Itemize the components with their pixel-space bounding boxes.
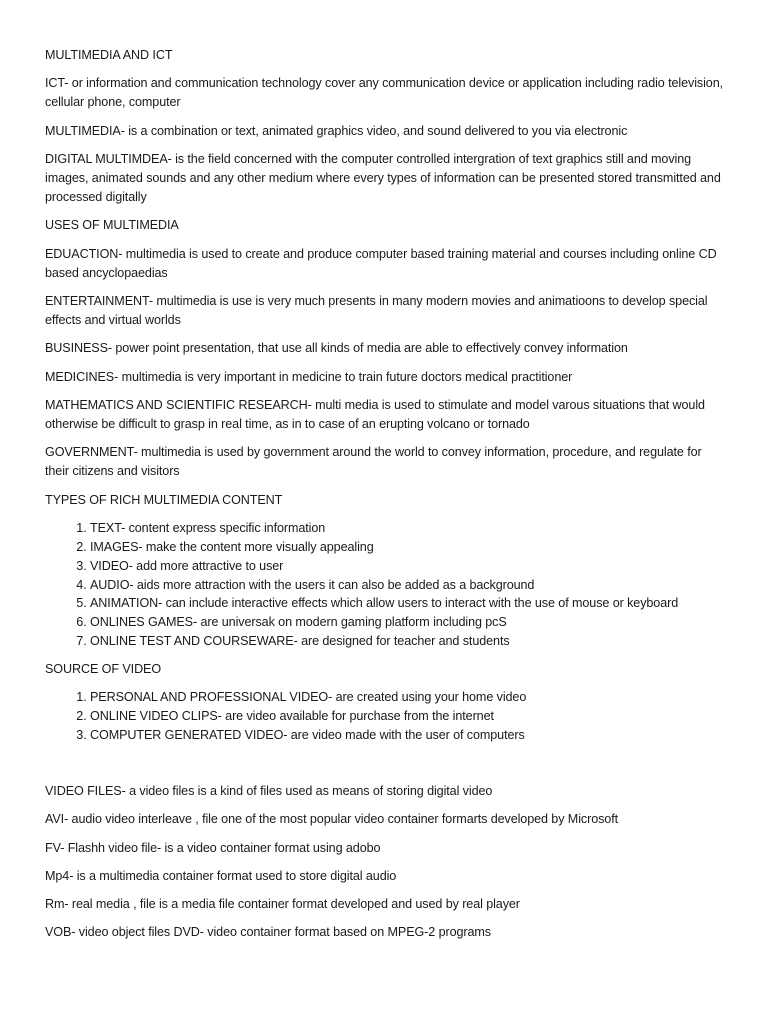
- video-files-definition: VIDEO FILES- a video files is a kind of files used as means of storing digital video: [45, 784, 493, 799]
- list-item: 5. ANIMATION- can include interactive effects which allow users to interact with the use of mouse or keyboard: [90, 594, 725, 613]
- list-item: 2. ONLINE VIDEO CLIPS- are video available for purchase from the internet: [90, 707, 725, 726]
- list-item: 3. COMPUTER GENERATED VIDEO- are video made with the user of computers: [90, 726, 725, 745]
- paragraph-multimedia: MULTIMEDIA- is a combination or text, animated graphics video, and sound delivered to you via electronic: [45, 123, 628, 138]
- list-item: 6. ONLINES GAMES- are universak on modern gaming platform including pcS: [90, 613, 725, 632]
- types-heading: TYPES OF RICH MULTIMEDIA CONTENT: [45, 492, 283, 507]
- paragraph-ict: ICT- or information and communication technology cover any communication device or application including radio television, cellular phone, computer: [45, 76, 724, 110]
- use-business: BUSINESS- power point presentation, that use all kinds of media are able to effectively convey information: [45, 341, 628, 356]
- format-fv: FV- Flashh video file- is a video container format using adobo: [45, 840, 381, 855]
- format-rm: Rm- real media , file is a media file container format developed and used by real player: [45, 896, 520, 911]
- list-item: 3. VIDEO- add more attractive to user: [90, 557, 725, 576]
- use-medicine: MEDICINES- multimedia is very important in medicine to train future doctors medical practitioner: [45, 369, 573, 384]
- list-item: 1. TEXT- content express specific information: [90, 519, 725, 538]
- format-vob: VOB- video object files DVD- video container format based on MPEG-2 programs: [45, 925, 491, 940]
- list-item: 7. ONLINE TEST AND COURSEWARE- are designed for teacher and students: [90, 632, 725, 651]
- source-heading: SOURCE OF VIDEO: [45, 662, 162, 677]
- format-mp4: Mp4- is a multimedia container format used to store digital audio: [45, 868, 397, 883]
- paragraph-digital-multimedia: DIGITAL MULTIMDEA- is the field concerned with the computer controlled intergration of text graphics still and moving images, animated sounds and any other medium where every types of information can be presented stored transmitted and processed digitally: [45, 151, 721, 205]
- sources-list: [45, 688, 725, 745]
- use-government: GOVERNMENT- multimedia is used by government around the world to convey information, procedure, and regulate for their citizens and visitors: [45, 445, 702, 479]
- use-entertainment: ENTERTAINMENT- multimedia is use is very much presents in many modern movies and animatioons to develop special effects and virtual worlds: [45, 294, 708, 328]
- list-item: 4. AUDIO- aids more attraction with the users it can also be added as a background: [90, 576, 725, 595]
- blank-line: [45, 754, 725, 782]
- format-avi: AVI- audio video interleave , file one of the most popular video container formarts developed by Microsoft: [45, 812, 618, 827]
- list-item: 1. PERSONAL AND PROFESSIONAL VIDEO- are created using your home video: [90, 688, 725, 707]
- use-mathematics-research: MATHEMATICS AND SCIENTIFIC RESEARCH- multi media is used to stimulate and model varous situations that would otherwise be difficult to grasp in real time, as in to case of an erupting volcano or tornado: [45, 397, 705, 432]
- list-item: 2. IMAGES- make the content more visually appealing: [90, 538, 725, 557]
- uses-heading: USES OF MULTIMEDIA: [45, 218, 179, 233]
- document-page: [45, 46, 725, 951]
- use-education: EDUACTION- multimedia is used to create and produce computer based training material and courses including online CD based ancyclopaedias: [45, 246, 717, 280]
- types-list: [45, 519, 725, 651]
- document-title: MULTIMEDIA AND ICT: [45, 48, 173, 62]
